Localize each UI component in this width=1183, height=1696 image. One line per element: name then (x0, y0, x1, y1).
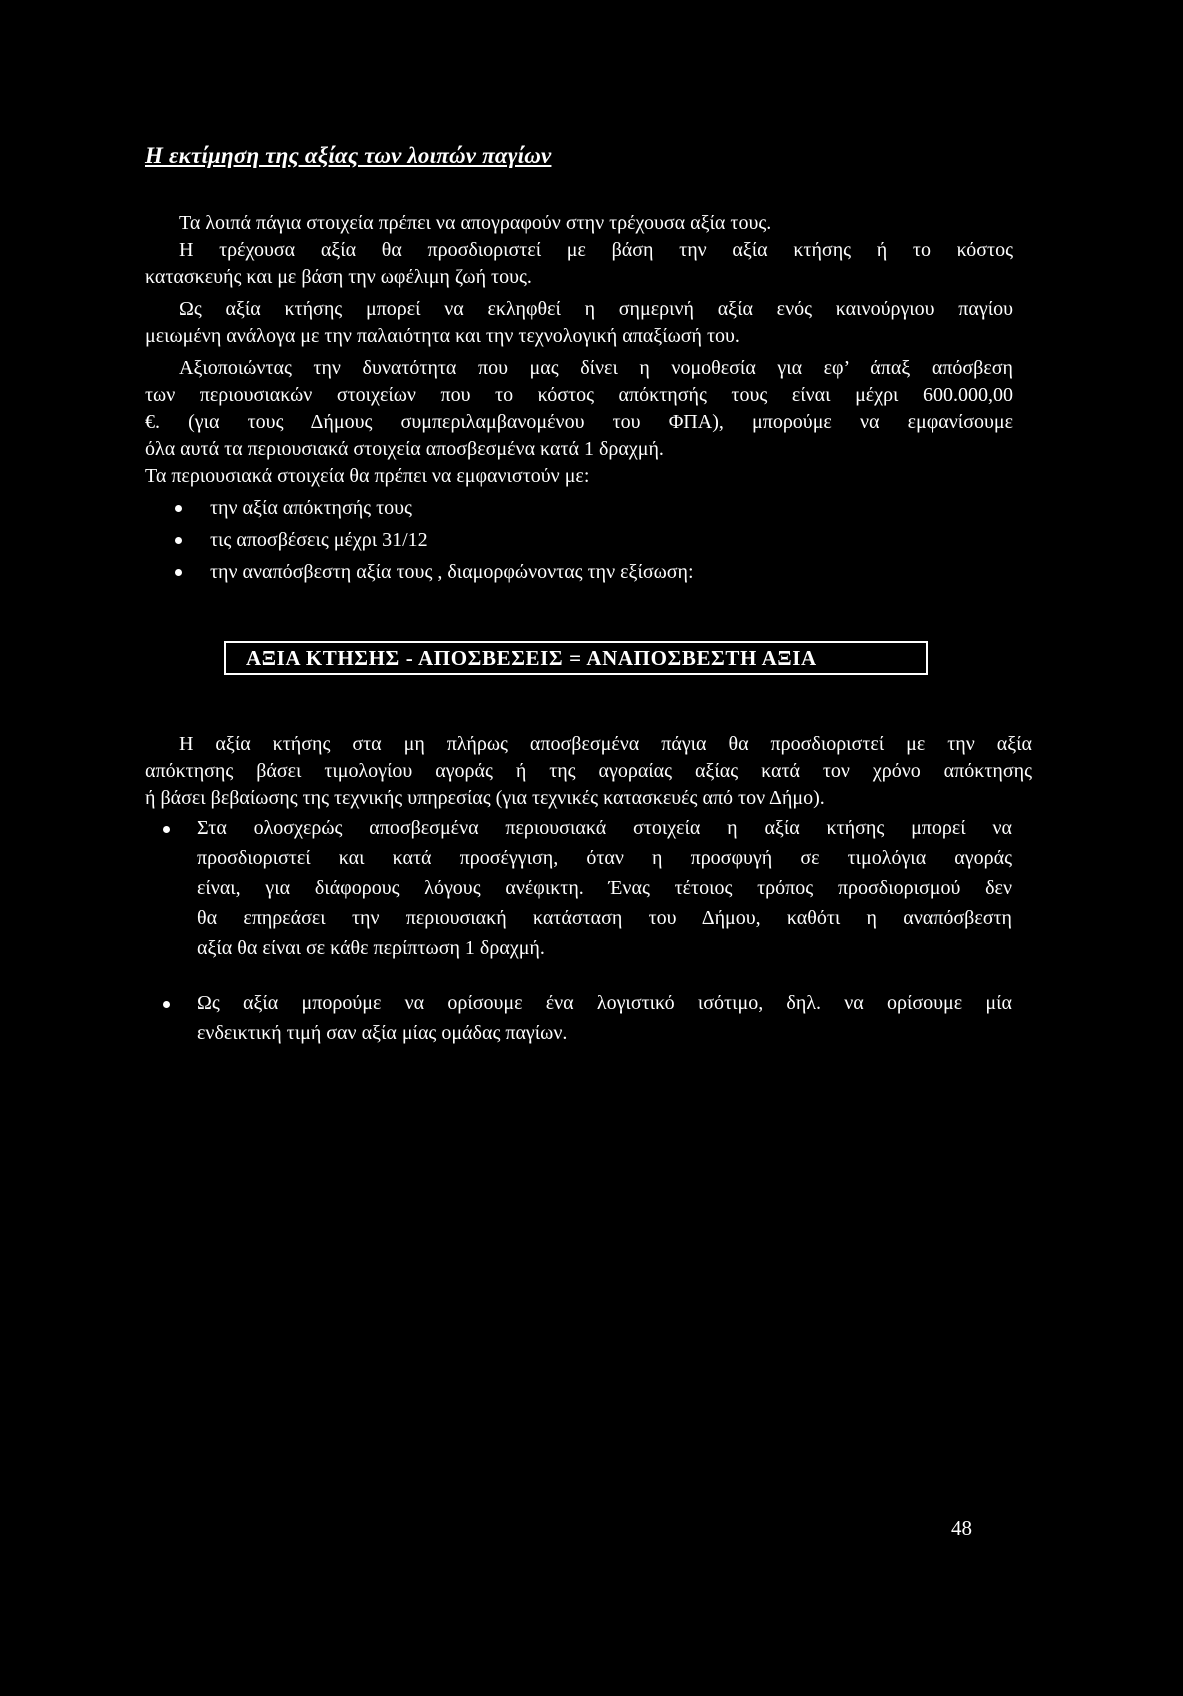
bullet2-line-4: θα επηρεάσει την περιουσιακή κατάσταση του Δήμου, καθότι η αναπόσβεστη (197, 907, 1012, 929)
bullet2-line-1: Στα ολοσχερώς αποσβεσμένα περιουσιακά στοιχεία η αξία κτήσης μπορεί να (197, 817, 1012, 839)
para1-line-4: Ως αξία κτήσης μπορεί να εκληφθεί η σημερινή αξία ενός καινούργιου παγίου (179, 298, 1013, 320)
bullet1-item-1: την αξία απόκτησής τους (210, 497, 412, 519)
para1-line-3: κατασκευής και με βάση την ωφέλιμη ζωή τους. (145, 266, 532, 288)
para2-line-2: απόκτησης βάσει τιμολογίου αγοράς ή της αγοραίας αξίας κατά τον χρόνο απόκτησης (145, 760, 1032, 782)
formula-text: ΑΞΙΑ ΚΤΗΣΗΣ - ΑΠΟΣΒΕΣΕΙΣ = ΑΝΑΠΟΣΒΕΣΤΗ ΑΞΙΑ (246, 646, 817, 670)
bullet-dot-icon (163, 1001, 170, 1008)
section-heading: Η εκτίμηση της αξίας των λοιπών παγίων (145, 143, 552, 168)
para1-line-7: των περιουσιακών στοιχείων που το κόστος απόκτησής τους είναι μέχρι 600.000,00 (145, 384, 1013, 406)
bullet-dot-icon (175, 537, 182, 544)
bullet2-line-2: προσδιοριστεί και κατά προσέγγιση, όταν η προσφυγή σε τιμολόγια αγοράς (197, 847, 1012, 869)
bullet-dot-icon (175, 505, 182, 512)
bullet1-item-2: τις αποσβέσεις μέχρι 31/12 (210, 529, 428, 551)
para1-line-6: Αξιοποιώντας την δυνατότητα που μας δίνει η νομοθεσία για εφ’ άπαξ απόσβεση (179, 357, 1013, 379)
para1-line-1: Τα λοιπά πάγια στοιχεία πρέπει να απογραφούν στην τρέχουσα αξία τους. (179, 212, 772, 234)
para2-line-3: ή βάσει βεβαίωσης της τεχνικής υπηρεσίας (για τεχνικές κατασκευές από τον Δήμο). (145, 787, 825, 809)
page-number: 48 (951, 1516, 972, 1540)
para1-line-10: Τα περιουσιακά στοιχεία θα πρέπει να εμφανιστούν με: (145, 465, 590, 487)
bullet3-line-1: Ως αξία μπορούμε να ορίσουμε ένα λογιστικό ισότιμο, δηλ. να ορίσουμε μία (197, 992, 1012, 1014)
bullet-dot-icon (163, 826, 170, 833)
para1-line-8: €. (για τους Δήμους συμπεριλαμβανομένου του ΦΠΑ), μπορούμε να εμφανίσουμε (145, 411, 1013, 433)
para2-line-1: Η αξία κτήσης στα μη πλήρως αποσβεσμένα πάγια θα προσδιοριστεί με την αξία (179, 733, 1032, 755)
para1-line-5: μειωμένη ανάλογα με την παλαιότητα και την τεχνολογική απαξίωσή του. (145, 325, 740, 347)
bullet3-line-2: ενδεικτική τιμή σαν αξία μίας ομάδας παγίων. (197, 1022, 568, 1044)
bullet2-line-3: είναι, για διάφορους λόγους ανέφικτη. Ένας τέτοιος τρόπος προσδιορισμού δεν (197, 877, 1012, 899)
para1-line-9: όλα αυτά τα περιουσιακά στοιχεία αποσβεσμένα κατά 1 δραχμή. (145, 438, 664, 460)
bullet2-line-5: αξία θα είναι σε κάθε περίπτωση 1 δραχμή. (197, 937, 545, 959)
bullet1-item-3: την αναπόσβεστη αξία τους , διαμορφώνοντας την εξίσωση: (210, 561, 694, 583)
bullet-dot-icon (175, 569, 182, 576)
para1-line-2: Η τρέχουσα αξία θα προσδιοριστεί με βάση την αξία κτήσης ή το κόστος (179, 239, 1013, 261)
